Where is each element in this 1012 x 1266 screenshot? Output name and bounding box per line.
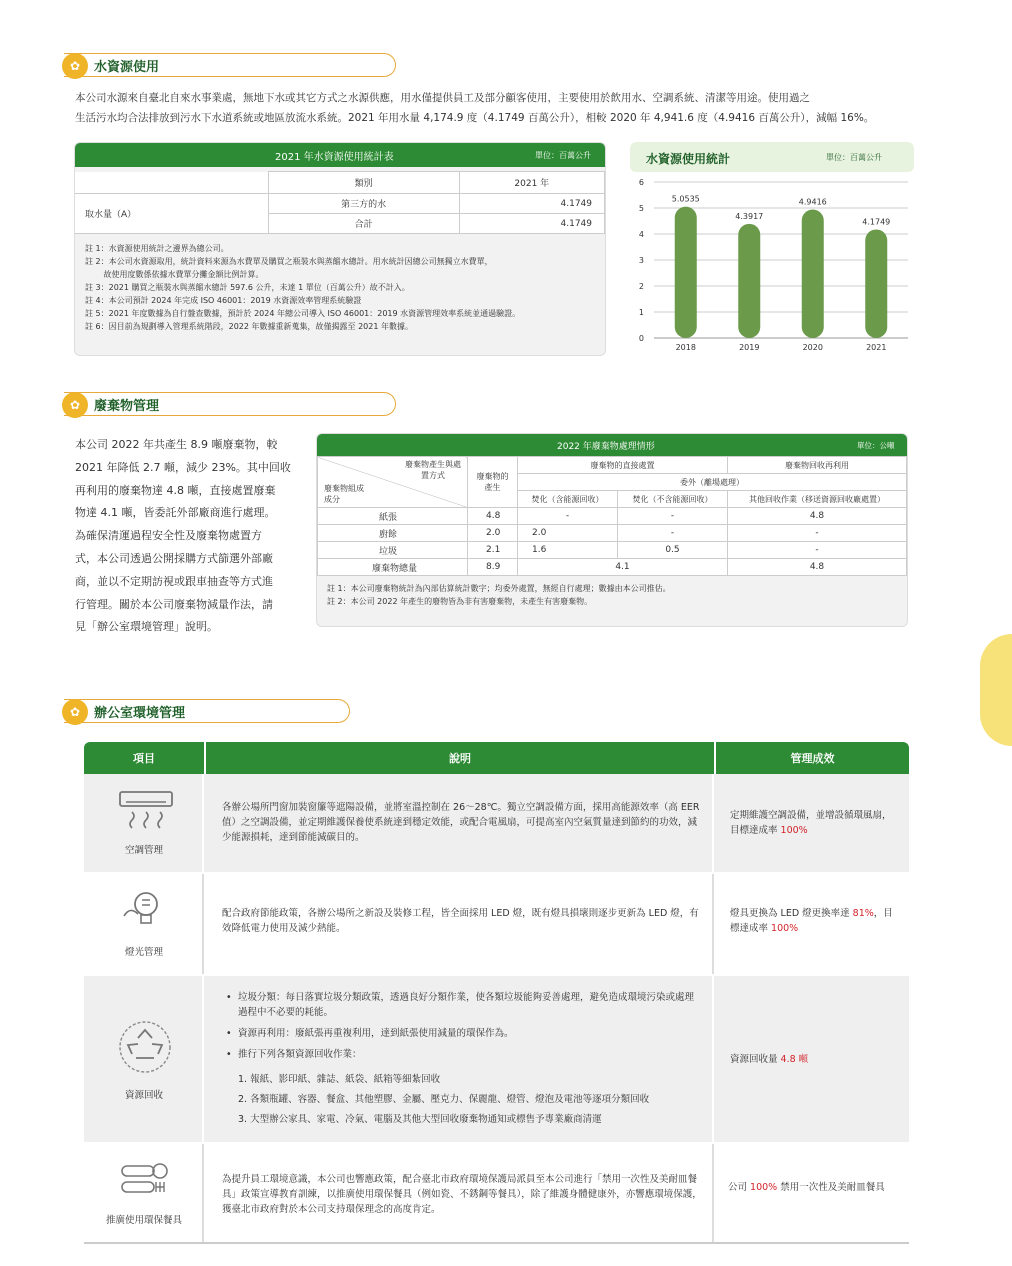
table-row: 資源回收 • 垃圾分類：每日落實垃圾分類政策，透過良好分類作業，使各類垃圾能夠妥善處理，避免造成環境污染或處理過程中不必要的耗能。 • 資源再利用：廢紙張再重複利用，達到紙張使用減量的環保作為。 • 推行下列各類資源回收作業： 1. 報紙、影印紙、雜誌、紙袋、紙箱等細紮回收 2. 各類瓶罐、容器、餐盒、其他塑膠、金屬、壓克力、保麗龍、燈管、燈泡及電池等逐項分類回收 3. 大型辦公家具、家電、冷氣、電腦及其他大型回收廢棄物通知或標售予專業廠商清運 資源回收量 4.8 噸	[84, 974, 909, 1142]
chart-title-bar	[630, 142, 914, 172]
waste-table-title-bar: 2022 年廢棄物處理情形 單位：公噸	[317, 434, 907, 456]
water-row-label: 取水量（A）	[75, 194, 268, 234]
air-conditioner-icon	[118, 788, 174, 832]
x-tick-label: 2021	[866, 343, 887, 352]
office-table	[84, 742, 909, 1244]
light-bulb-icon	[120, 886, 168, 934]
y-tick-label: 4	[638, 230, 644, 239]
y-tick-label: 3	[638, 256, 644, 265]
y-tick-label: 0	[638, 334, 644, 343]
waste-section-header	[64, 392, 396, 416]
leaf-icon: ✿	[62, 699, 88, 725]
chart-title: 水資源使用統計	[646, 152, 731, 166]
bar-2019	[738, 224, 760, 338]
decorative-circle	[980, 634, 1012, 746]
office-section-title: 辦公室環境管理	[94, 705, 186, 721]
table-row: 紙張 4.8 - - 4.8	[318, 508, 907, 525]
waste-text: 本公司 2022 年共產生 8.9 噸廢棄物，較 2021 年降低 2.7 噸，減少 23%。其中回收 再利用的廢棄物達 4.8 噸，直接處置廢棄 物達 4.1 噸，皆委託外部廠商進行處理。 為確保清運過程安全性及廢棄物處置方 式，本公司透過公開採購方式篩選外部廠 商，並以不定期訪視或跟車抽查等方式進 行管理。關於本公司廢棄物減量作法，請 見「辦公室環境管理」說明。	[75, 438, 291, 634]
table-row: 空調管理 各辦公場所門窗加裝窗簾等遮陽設備，並將室溫控制在 26～28℃。獨立空調設備方面，採用高能源效率（高 EER 值）之空調設備，並定期維護保養使系統達到穩定效能，或配合電風扇，可提高室內空氣質量達到節約的功效，減少能源損耗，達到節能減碳目的。 定期維護空調設備，並增設循環風扇，目標達成率 100%	[84, 774, 909, 872]
waste-diag-cell: 廢棄物產生與處置方式 廢棄物組成成分	[318, 457, 468, 508]
x-tick-label: 2018	[675, 343, 696, 352]
waste-section-title: 廢棄物管理	[94, 398, 160, 414]
y-tick-label: 6	[638, 178, 644, 187]
y-tick-label: 5	[638, 204, 644, 213]
table-row: 推廣使用環保餐具 為提升員工環境意識，本公司也響應政策，配合臺北市政府環境保護局派員至本公司進行「禁用一次性及美耐皿餐具」政策宣導教育訓練，以推廣使用環保餐具（例如瓷、不銹鋼等餐具），除了維護身體健康外，亦響應環境保護，獲臺北市政府對於本公司支持環保理念的高度肯定。 公司 100% 禁用一次性及美耐皿餐具	[84, 1142, 909, 1244]
waste-table: 廢棄物產生與處置方式 廢棄物組成成分 廢棄物的產生 廢棄物的直接處置 廢棄物回收再利用 委外（離場處理） 焚化（含能源回收） 焚化（不含能源回收） 其他回收作業（移送資源回收廠處置） 紙張 4.8 - - 4.8 廚餘 2.0 2.0 - - 垃圾 2.1 1.6 0.5 - 廢棄物總量 8.9 4.1 4.8	[317, 456, 907, 576]
water-table-title-bar: 2021 年水資源使用統計表 單位：百萬公升	[75, 143, 605, 167]
bar-2020	[802, 210, 824, 338]
x-tick-label: 2020	[802, 343, 823, 352]
bar-label: 4.3917	[735, 211, 764, 221]
bar-2018	[675, 207, 697, 338]
water-table: 類別 2021 年 取水量（A） 第三方的水 4.1749 合計 4.1749	[75, 171, 605, 234]
chart-unit: 單位：百萬公升	[826, 153, 882, 162]
bar-2021	[865, 229, 887, 338]
table-row: 廚餘 2.0 2.0 - -	[318, 525, 907, 542]
leaf-icon: ✿	[62, 392, 88, 418]
waste-table-card	[316, 433, 908, 627]
recycle-icon	[118, 1020, 172, 1074]
water-notes: 註 1：水資源使用統計之邊界為總公司。 註 2：本公司水資源取用，統計資料來源為水費單及購買之瓶裝水與蒸餾水總計。用水統計因總公司無獨立水費單， 故使用度數係依據水費單分攤金額比例計算。 註 3：2021 購買之瓶裝水與蒸餾水總計 597.6 公升，未達 1 單位（百萬公升）故不計入。 註 4：本公司預計 2024 年完成 ISO 46001：2019 水資源效率管理系統驗證 註 5：2021 年度數據為自行盤查數據，預計於 2024 年總公司導入 ISO 46001：2019 水資源管理效率系統並通過驗證。 註 6：因目前為規劃導入管理系統階段，2022 年數據重新蒐集，故僅揭露至 2021 年數據。	[85, 244, 521, 331]
table-row: 垃圾 2.1 1.6 0.5 -	[318, 542, 907, 559]
y-tick-label: 2	[638, 282, 644, 291]
eco-cutlery-icon	[120, 1162, 170, 1202]
water-section-header	[64, 53, 396, 77]
office-table-header: 項目 說明 管理成效	[84, 742, 909, 774]
bar-label: 4.9416	[798, 197, 827, 207]
bar-label: 4.1749	[862, 217, 891, 227]
leaf-icon: ✿	[62, 53, 88, 79]
x-tick-label: 2019	[739, 343, 760, 352]
water-section-title: 水資源使用	[94, 59, 160, 75]
bar-label: 5.0535	[671, 194, 700, 204]
table-total-row: 廢棄物總量 8.9 4.1 4.8	[318, 559, 907, 576]
waste-notes: 註 1：本公司廢棄物統計為內部估算統計數字；均委外處置，無經自行處理；數據由本公司推估。 註 2：本公司 2022 年產生的廢物皆為非有害廢棄物，未產生有害廢棄物。	[327, 584, 671, 606]
water-table-card	[74, 142, 606, 356]
office-section-header	[64, 699, 350, 723]
water-chart	[630, 172, 914, 356]
y-tick-label: 1	[638, 308, 644, 317]
water-intro: 本公司水源來自臺北自來水事業處，無地下水或其它方式之水源供應，用水僅提供員工及部分顧客使用，主要使用於飲用水、空調系統、清潔等用途。使用過之 生活污水均合法排放到污水下水道系統或地區放流水系統。2021 年用水量 4,174.9 度（4.1749 百萬公升），相較 2020 年 4,941.6 度（4.9416 百萬公升），減幅 16%。	[75, 92, 875, 124]
water-chart-card	[630, 142, 914, 356]
table-row: 燈光管理 配合政府節能政策，各辦公場所之新設及裝修工程，皆全面採用 LED 燈，既有燈具損壞則逐步更新為 LED 燈，有效降低電力使用及減少熱能。 燈具更換為 LED 燈更換率達 81%，目標達成率 100%	[84, 872, 909, 974]
